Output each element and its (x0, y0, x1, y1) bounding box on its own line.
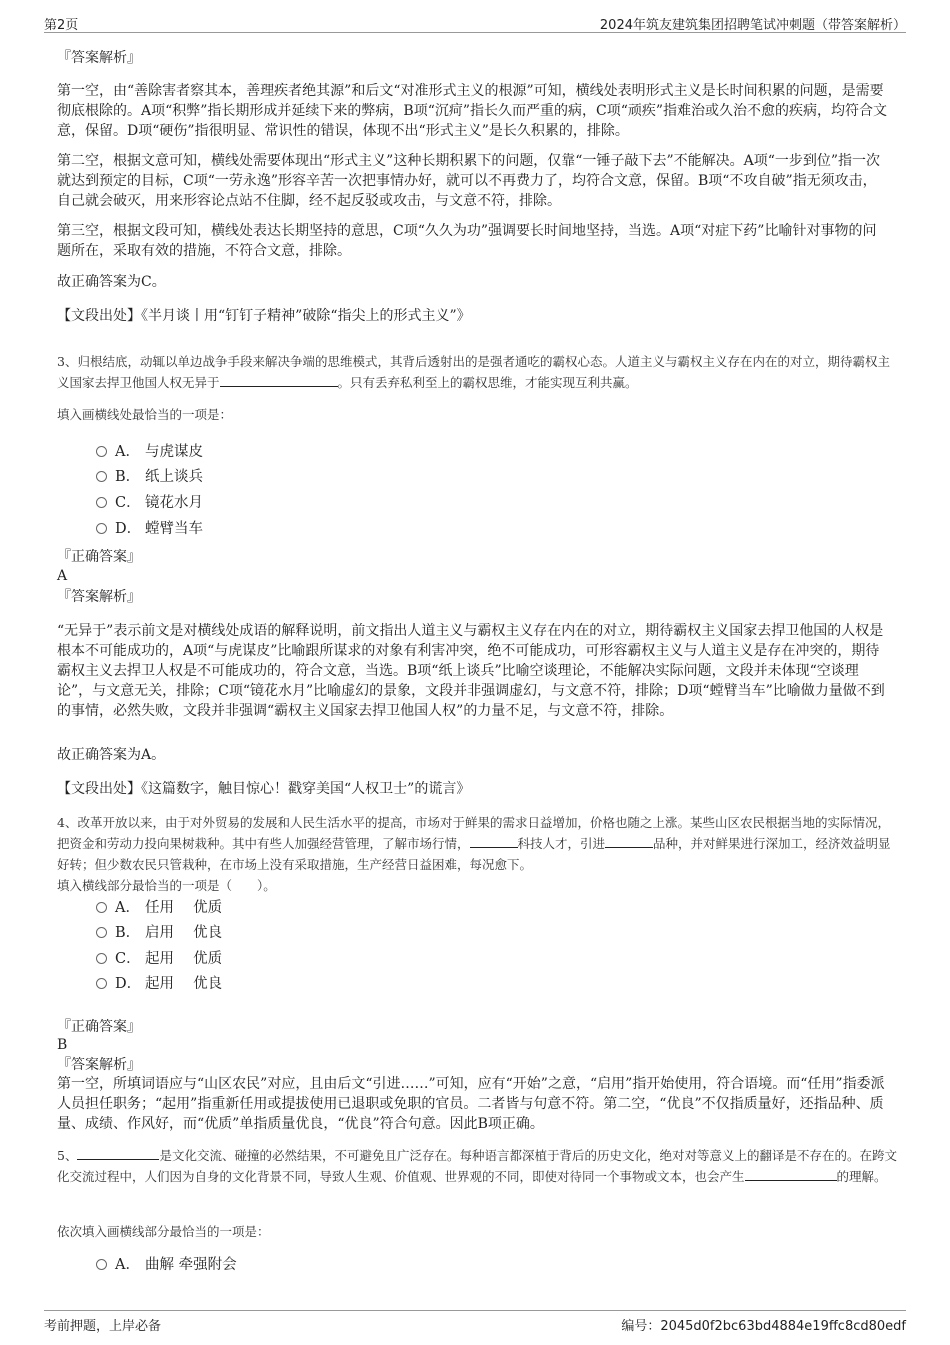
option-c[interactable]: C． 起用 优质 (96, 949, 222, 969)
radio-icon[interactable] (96, 1259, 107, 1270)
correct-answer: A (57, 568, 68, 584)
question-prompt: 填入横线部分最恰当的一项是（ ）。 (57, 878, 276, 893)
analysis-paragraph: 第一空，所填词语应与“山区农民”对应，且由后文“引进……”可知，应有“开始”之意，“启用”指开始使用，符合语境。而“任用”指委派人员担任职务；“起用”指重新任用或提拔使用已退职或免职的官员。二者皆与句意不符。第二空，“优良”不仅指质量好，还指品种、质量、成绩、作风好，而“优质”单指质量优良，“优良”符合句意。因此B项正确。 (57, 1076, 885, 1132)
radio-icon[interactable] (96, 953, 107, 964)
document-title: 2024年筑友建筑集团招聘笔试冲刺题（带答案解析） (599, 18, 906, 33)
option-d[interactable]: D． 起用 优良 (96, 974, 222, 994)
blank-line (220, 374, 338, 387)
analysis-label: 『答案解析』 (57, 589, 141, 605)
source-citation: 【文段出处】《半月谈丨用“钉钉子精神”破除“指尖上的形式主义”》 (57, 308, 471, 324)
radio-icon[interactable] (96, 446, 107, 457)
question-stem: 5、 是文化交流、碰撞的必然结果，不可避免且广泛存在。每种语言都深植于背后的历史文化，绝对对等意义上的翻译是不存在的。在跨文化交流过程中，人们因为自身的文化背景不同，导致人生观、价值观、世界观的不同，即使对待同一个事物或文本，也会产生 的理解。 (57, 1148, 897, 1184)
option-b[interactable]: B． 纸上谈兵 (96, 467, 203, 487)
footer-slogan: 考前押题，上岸必备 (44, 1319, 162, 1334)
blank-line (745, 1168, 837, 1181)
page-header (44, 14, 906, 33)
correct-answer: B (57, 1037, 68, 1053)
page-footer (44, 1310, 906, 1334)
blank-line (77, 1147, 159, 1160)
analysis-paragraph: 第一空，由“善除害者察其本，善理疾者绝其源”和后文“对准形式主义的根源”可知，横线处表明形式主义是长时间积累的问题，是需要彻底根除的。A项“积弊”指长期形成并延续下来的弊病，B项“沉疴”指长久而严重的病，C项“顽疾”指难治或久治不愈的疾病，均符合文意，保留。D项“硬伤”指很明显、常识性的错误，体现不出“形式主义”是长久积累的，排除。 (57, 83, 888, 139)
blank-line (605, 835, 653, 848)
analysis-paragraph: 第三空，根据文段可知，横线处表达长期坚持的意思，C项“久久为功”强调要长时间地坚持，当选。A项“对症下药”比喻针对事物的问题所在，采取有效的措施，不符合文意，排除。 (57, 223, 877, 259)
source-citation: 【文段出处】《这篇数字，触目惊心！戳穿美国“人权卫士”的谎言》 (57, 781, 471, 797)
question-stem: 4、改革开放以来，由于对外贸易的发展和人民生活水平的提高，市场对于鲜果的需求日益增加，价格也随之上涨。某些山区农民根据当地的实际情况，把资金和劳动力投向果树栽种。其中有些人加强经营管理，了解市场行情， 科技人才，引进 品种，并对鲜果进行深加工，经济效益明显好转；但少数农民只管栽种，在市场上没有采取措施，生产经营日益困难，每况愈下。 (57, 815, 891, 872)
radio-icon[interactable] (96, 902, 107, 913)
correct-answer-label: 『正确答案』 (57, 549, 141, 565)
blank-line (470, 835, 518, 848)
analysis-paragraph: 第二空，根据文意可知，横线处需要体现出“形式主义”这种长期积累下的问题，仅靠“一锤子敲下去”不能解决。A项“一步到位”指一次就达到预定的目标，C项“一劳永逸”形容辛苦一次把事情办好，就可以不再费力了，均符合文意，保留。B项“不攻自破”指无须攻击，自己就会破灭，用来形容论点站不住脚，经不起反驳或攻击，与文意不符，排除。 (57, 153, 881, 209)
option-a[interactable]: A． 任用 优质 (96, 898, 222, 918)
question-prompt: 依次填入画横线部分最恰当的一项是： (57, 1224, 270, 1239)
option-a[interactable]: A． 曲解 牵强附会 (96, 1255, 237, 1275)
option-d[interactable]: D． 螳臂当车 (96, 519, 203, 539)
question-stem: 3、归根结底，动辄以单边战争手段来解决争端的思维模式，其背后透射出的是强者通吃的霸权心态。人道主义与霸权主义存在内在的对立，期待霸权主义国家去捍卫他国人权无异于 。只有丢弃私利至上的霸权思维，才能实现互利共赢。 (57, 354, 890, 390)
radio-icon[interactable] (96, 471, 107, 482)
analysis-paragraph: “无异于”表示前文是对横线处成语的解释说明，前文指出人道主义与霸权主义存在内在的对立，期待霸权主义国家去捍卫他国的人权是根本不可能成功的，A项“与虎谋皮”比喻跟所谋求的对象有利害冲突，绝不可能成功，可形容霸权主义与人道主义是存在冲突的，期待霸权主义去捍卫人权是不可能成功的，符合文意，当选。B项“纸上谈兵”比喻空谈理论，不能解决实际问题，文段并未体现“空谈理论”，与文意无关，排除；C项“镜花水月”比喻虚幻的景象，文段并非强调虚幻，与文意不符，排除；D项“螳臂当车”比喻做力量做不到的事情，必然失败，文段并非强调“霸权主义国家去捍卫他国人权”的力量不足，与文意不符，排除。 (57, 623, 885, 719)
radio-icon[interactable] (96, 497, 107, 508)
document-id: 编号：2045d0f2bc63bd4884e19ffc8cd80edf (621, 1319, 906, 1334)
radio-icon[interactable] (96, 927, 107, 938)
option-b[interactable]: B． 启用 优良 (96, 923, 222, 943)
radio-icon[interactable] (96, 978, 107, 989)
question-prompt: 填入画横线处最恰当的一项是： (57, 407, 233, 422)
answer-conclusion: 故正确答案为A。 (57, 747, 166, 763)
option-a[interactable]: A． 与虎谋皮 (96, 442, 203, 462)
radio-icon[interactable] (96, 523, 107, 534)
correct-answer-label: 『正确答案』 (57, 1019, 141, 1035)
analysis-label: 『答案解析』 (57, 50, 141, 66)
analysis-label: 『答案解析』 (57, 1057, 141, 1073)
page-number: 第2页 (44, 18, 79, 33)
option-c[interactable]: C． 镜花水月 (96, 493, 203, 513)
answer-conclusion: 故正确答案为C。 (57, 274, 166, 290)
